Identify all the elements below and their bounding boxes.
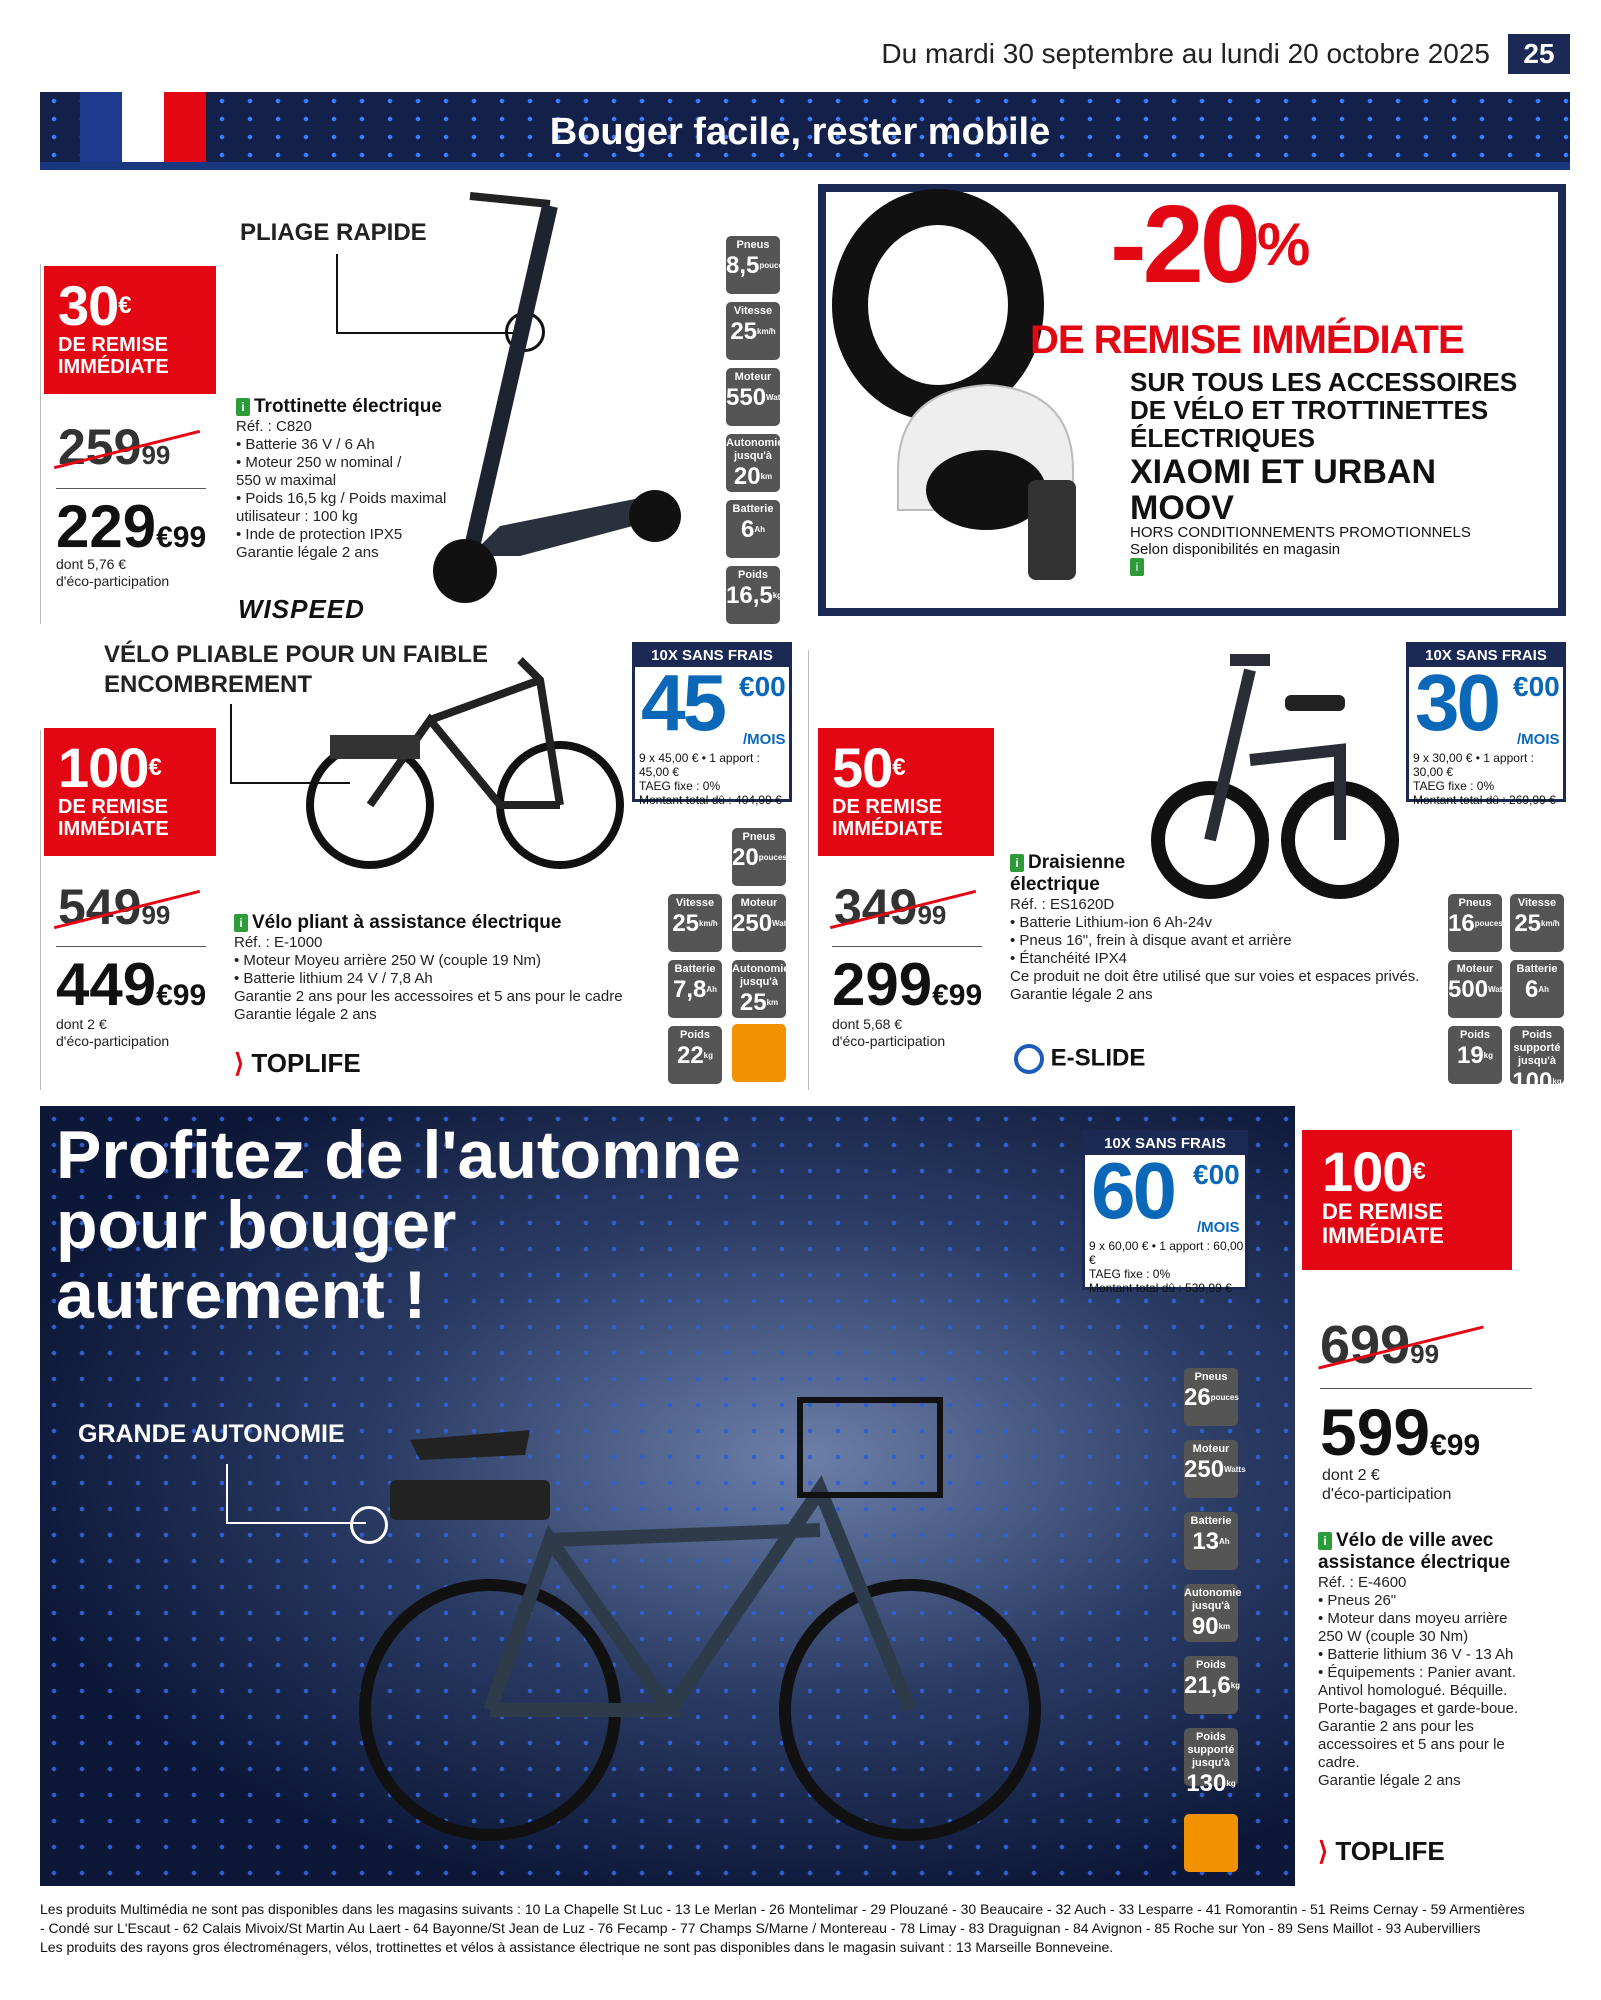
scooter-new-price: 229€99 [56,493,207,560]
spec-batterie: Batterie $7,8^{Ah}$ [668,960,722,1018]
folding-bike-image [300,640,640,880]
scooter-discount-amount: 30 [58,274,119,337]
scooter-image [430,196,700,616]
spec-poids: Poids $19^{kg}$ [1448,1026,1502,1084]
toplife-icon: ⟩ [1318,1836,1329,1866]
folding-battery [330,735,420,759]
city-eco: dont 2 € d'éco-participation [1322,1467,1452,1503]
draisienne-discount-badge: 50€ DE REMISE IMMÉDIATE [818,728,994,856]
spec-pneus: Pneus $16^{pouces}$ [1448,894,1502,952]
accessories-image [838,210,1078,600]
folding-headline: VÉLO PLIABLE POUR UN FAIBLE ENCOMBREMENT [104,641,489,698]
footer-disclaimer: Les produits Multimédia ne sont pas disponibles dans les magasins suivants : 10 La Chapelle St Luc - 13 Le Merlan - 26 Montelimar - 29 Plouzané - 30 Beaucaire - 32 Auch - 33 Lesparre - 41 Romorantin - 51 Reims Cernay - 59 Armentières - Condé sur L'Escaut - 62 Calais Mivoix/St Martin Au Laert - 64 Bayonne/St Jean de Luz - 76 Fecamp - 77 Champs S/Marne / Montereau - 78 Limay - 83 Draguignan - 84 Avignon - 85 Roche sur Yon - 89 Sens Maillot - 93 Aubervilliers Les produits des rayons gros électroménagers, vélos, trottinettes et vélos à assistance électrique ne sont pas disponibles dans le magasin suivant : 13 Marseille Bonneveine. [40,1901,1525,1955]
folding-discount-badge: 100€ DE REMISE IMMÉDIATE [44,728,216,856]
scooter-handlebar [470,196,550,204]
folding-old-price: 54999 [58,879,171,935]
banner-title: Bouger facile, rester mobile [549,111,1051,153]
scooter-desc: Réf. : C820 • Batterie 36 V / 6 Ah • Moteur 250 w nominal / 550 w maximal • Poids 16,5 kg / Poids maximal utilisateur : 100 kg • Inde de protection IPX5 Garantie légale 2 ans [236,418,447,561]
spec-autonomie: Autonomie jusqu'à $90^{km}$ [1184,1584,1238,1642]
city-bike-image [350,1380,1050,1860]
draisienne-finance-box: 10X SANS FRAIS 30 €00 /MOIS 9 x 30,00 € • 1 apport : 30,00 € TAEG fixe : 0% Montant total dû : 269,99 € [1406,642,1566,802]
date-range: Du mardi 30 septembre au lundi 20 octobre 2025 [881,38,1490,69]
promo-percent: -20% [1110,183,1307,306]
spec-pneus: Pneus $26^{pouces}$ [1184,1368,1238,1426]
folding-title: i Vélo pliant à assistance électrique [234,912,561,934]
info-icon: i [236,398,250,416]
city-callout-line [226,1464,366,1524]
helmet-warning-icon [1184,1814,1238,1872]
folding-desc: Réf. : E-1000 • Moteur Moyeu arrière 250 W (couple 19 Nm) • Batterie lithium 24 V / 7,8 Ah Garantie 2 ans pour les accessoires et 5 ans pour le cadre Garantie légale 2 ans [234,934,623,1023]
spec-autonomie: Autonomie jusqu'à $25^{km}$ [732,960,786,1018]
spec-poids-support-: Poids supporté jusqu'à $130^{kg}$ [1184,1728,1238,1786]
scooter-front-wheel [433,539,497,603]
city-old-price: 69999 [1320,1315,1440,1375]
draisienne-seat [1285,695,1345,711]
flag-white [122,92,164,170]
spec-batterie: Batterie $6^{Ah}$ [726,500,780,558]
spec-pneus: Pneus $8,5^{pouces}$ [726,236,780,294]
info-icon: i [234,914,248,932]
eslide-logo: E-SLIDE [1014,1044,1145,1074]
air-pump-image [1028,480,1076,580]
toplife-logo-city: ⟩ TOPLIFE [1318,1836,1445,1866]
draisienne-eco: dont 5,68 € d'éco-participation [832,1016,946,1049]
eslide-swirl-icon [1014,1044,1044,1074]
city-bike-battery [390,1480,550,1520]
promo-brands-2: MOOV [1130,489,1234,527]
city-bike-saddle [410,1430,530,1460]
folding-eco: dont 2 € d'éco-participation [56,1016,170,1049]
draisienne-desc: Réf. : ES1620D • Batterie Lithium-ion 6 Ah-24v • Pneus 16", frein à disque avant et arrière • Étanchéité IPX4 Ce produit ne doit être utilisé que sur voies et espaces privés. Garantie légale 2 ans [1010,896,1420,1003]
promo-notes: HORS CONDITIONNEMENTS PROMOTIONNELS Selon disponibilités en magasin i [1130,524,1471,575]
city-discount-badge: 100€ DE REMISE IMMÉDIATE [1302,1130,1512,1270]
city-title: i Vélo de ville avec assistance électrique [1318,1530,1511,1573]
flag-blue [80,92,122,170]
spec-batterie: Batterie $6^{Ah}$ [1510,960,1564,1018]
spec-vitesse: Vitesse $25^{km/h}$ [726,302,780,360]
spec-vitesse: Vitesse $25^{km/h}$ [668,894,722,952]
helmet-warning-icon [732,1024,786,1082]
scooter-eco: dont 5,76 € d'éco-participation [56,556,170,589]
tyre-image [850,207,1026,403]
spec-batterie: Batterie $13^{Ah}$ [1184,1512,1238,1570]
toplife-icon: ⟩ [234,1048,245,1078]
spec-poids: Poids $16,5^{kg}$ [726,566,780,624]
spec-moteur: Moteur $500^{Watts}$ [1448,960,1502,1018]
info-icon: i [1318,1532,1332,1550]
scooter-stem [470,206,550,556]
spec-pneus: Pneus $20^{pouces}$ [732,828,786,886]
promo-remise: DE REMISE IMMÉDIATE [1030,318,1464,362]
promo-line-1: SUR TOUS LES ACCESSOIRES [1130,367,1518,397]
flag-red [164,92,206,170]
city-desc: Réf. : E-4600 • Pneus 26" • Moteur dans moyeu arrière 250 W (couple 30 Nm) • Batterie lithium 36 V - 13 Ah • Équipements : Panier avant. Antivol homologué. Béquille. Porte-bagages et garde-boue. Garantie 2 ans pour les accessoires et 5 ans pour le cadre. Garantie légale 2 ans [1318,1574,1519,1789]
scooter-discount-badge: 30€ DE REMISE IMMÉDIATE [44,266,216,394]
spec-moteur: Moteur $250^{Watts}$ [732,894,786,952]
scooter-headline: PLIAGE RAPIDE [240,219,427,246]
city-new-price: 599€99 [1320,1395,1481,1469]
folding-finance-box: 10X SANS FRAIS 45 €00 /MOIS 9 x 45,00 € • 1 apport : 45,00 € TAEG fixe : 0% Montant total dû : 404,99 € [632,642,792,802]
spec-vitesse: Vitesse $25^{km/h}$ [1510,894,1564,952]
spec-poids-support-: Poids supporté jusqu'à $100^{kg}$ [1510,1026,1564,1084]
info-icon: i [1010,854,1024,872]
scooter-old-price: 25999 [58,419,171,475]
city-finance-box: 10X SANS FRAIS 60 €00 /MOIS 9 x 60,00 € • 1 apport : 60,00 € TAEG fixe : 0% Montant total dû : 539,99 € [1082,1130,1248,1290]
spec-moteur: Moteur $550^{Watts}$ [726,368,780,426]
city-bike-headline: Profitez de l'automne pour bouger autrement ! [56,1117,741,1333]
spec-moteur: Moteur $250^{Watts}$ [1184,1440,1238,1498]
spec-poids: Poids $21,6^{kg}$ [1184,1656,1238,1714]
scooter-title: i Trottinette électrique [236,396,442,418]
draisienne-title: i Draisienne électrique [1010,852,1126,895]
draisienne-new-price: 299€99 [832,951,983,1018]
promo-line-3: ÉLECTRIQUES [1130,423,1315,453]
folding-new-price: 449€99 [56,951,207,1018]
spec-autonomie: Autonomie jusqu'à $20^{km}$ [726,434,780,492]
scooter-rear-wheel [629,490,681,542]
toplife-logo-folding: ⟩ TOPLIFE [234,1048,361,1078]
draisienne-old-price: 34999 [834,879,947,935]
page-number: 25 [1508,34,1570,74]
promo-line-2: DE VÉLO ET TROTTINETTES [1130,395,1489,425]
draisienne-image [1140,640,1400,900]
promo-brands-1: XIAOMI ET URBAN [1130,453,1436,491]
wispeed-logo: WISPEED [238,594,365,624]
info-icon: i [1130,558,1144,576]
city-bike-callout: GRANDE AUTONOMIE [78,1420,345,1448]
spec-poids: Poids $22^{kg}$ [668,1026,722,1084]
